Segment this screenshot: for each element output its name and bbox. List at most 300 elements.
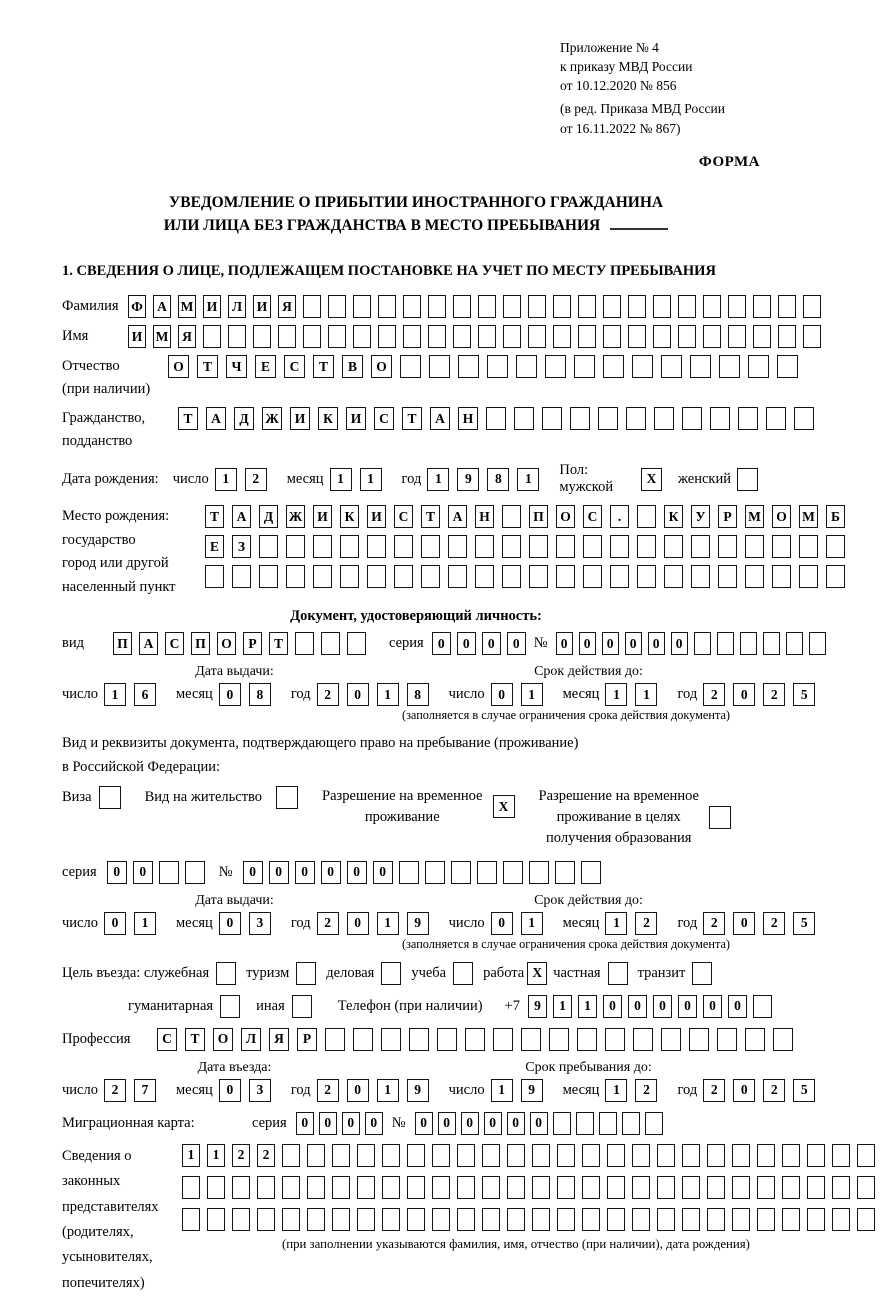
char-box: [502, 535, 521, 558]
char-box: [782, 1144, 800, 1167]
permit-issue-day: [104, 912, 164, 935]
char-box: [207, 1176, 225, 1199]
char-box: Т: [313, 355, 334, 378]
char-box: [719, 355, 740, 378]
char-box: [502, 565, 521, 588]
char-box: 0: [507, 632, 526, 655]
char-box: К: [318, 407, 338, 430]
char-box: [582, 1176, 600, 1199]
char-box: [382, 1208, 400, 1231]
char-box: [257, 1176, 275, 1199]
char-box: [728, 325, 746, 348]
char-box: М: [745, 505, 764, 528]
char-box: О: [371, 355, 392, 378]
char-box: [453, 325, 471, 348]
char-box: [682, 1176, 700, 1199]
char-box: [448, 565, 467, 588]
char-box: П: [191, 632, 210, 655]
char-box: [557, 1208, 575, 1231]
char-box: 1: [605, 683, 627, 706]
char-box: [542, 407, 562, 430]
char-box: Н: [475, 505, 494, 528]
entry-month: [219, 1079, 279, 1102]
residence-doc-types: [62, 786, 770, 849]
char-box: [286, 535, 305, 558]
char-box: [486, 407, 506, 430]
char-box: [487, 355, 508, 378]
char-box: [357, 1208, 375, 1231]
char-box: [583, 565, 602, 588]
char-box: 0: [703, 995, 722, 1018]
char-box: А: [153, 295, 171, 318]
residence-doc-intro: Вид и реквизиты документа, подтверждающего право на пребывание (проживание) в Российской Федерации:: [62, 735, 579, 776]
char-box: [772, 565, 791, 588]
char-box: [228, 325, 246, 348]
representatives-box-rows: [182, 1144, 882, 1252]
char-box: 0: [219, 683, 241, 706]
char-box: 1: [605, 912, 627, 935]
char-box: [598, 407, 618, 430]
char-box: 1: [517, 468, 539, 491]
char-box: 0: [295, 861, 315, 884]
char-box: Л: [241, 1028, 261, 1051]
permit-number-label: №: [218, 863, 233, 880]
char-box: [690, 355, 711, 378]
char-box: [740, 632, 757, 655]
char-box: X: [641, 468, 662, 491]
char-box: [321, 632, 340, 655]
char-box: [607, 1208, 625, 1231]
firstname-label: Имя: [62, 328, 89, 345]
char-box: [421, 535, 440, 558]
char-box: [682, 1208, 700, 1231]
char-box: 5: [793, 1079, 815, 1102]
char-box: [382, 1176, 400, 1199]
char-box: [451, 861, 471, 884]
char-box: [407, 1208, 425, 1231]
phone-label: Телефон (при наличии): [337, 997, 483, 1014]
char-box: О: [772, 505, 791, 528]
char-box: [637, 505, 656, 528]
char-box: 0: [625, 632, 642, 655]
field-migration-card: [62, 1112, 770, 1135]
char-box: Т: [185, 1028, 205, 1051]
char-box: [753, 995, 772, 1018]
title-underline: [610, 228, 668, 230]
char-box: [332, 1176, 350, 1199]
char-box: [503, 325, 521, 348]
char-box: [529, 535, 548, 558]
char-box: Д: [259, 505, 278, 528]
char-box: [803, 325, 821, 348]
char-box: [691, 535, 710, 558]
char-box: 1: [377, 1079, 399, 1102]
char-box: [718, 565, 737, 588]
char-box: 0: [107, 861, 127, 884]
char-box: 0: [653, 995, 672, 1018]
char-box: [738, 407, 758, 430]
char-box: 7: [134, 1079, 156, 1102]
field-purpose: [62, 962, 770, 985]
citizenship-label: Гражданство, подданство: [62, 410, 146, 449]
char-box: 1: [521, 912, 543, 935]
char-box: [457, 1144, 475, 1167]
char-box: 0: [728, 995, 747, 1018]
char-box: 2: [703, 912, 725, 935]
char-box: [353, 1028, 373, 1051]
char-box: [857, 1144, 875, 1167]
char-box: [282, 1176, 300, 1199]
char-box: [381, 962, 401, 985]
char-box: 0: [602, 632, 619, 655]
entry-year: [317, 1079, 437, 1102]
char-box: 0: [530, 1112, 548, 1135]
char-box: [578, 325, 596, 348]
header-line: от 16.11.2022 № 867): [560, 120, 681, 136]
char-box: [653, 295, 671, 318]
birthdate-month-boxes: [330, 468, 390, 491]
char-box: И: [128, 325, 146, 348]
purpose-study-checkbox: [453, 962, 473, 985]
char-box: [232, 565, 251, 588]
char-box: [340, 565, 359, 588]
doc-number-boxes: [556, 632, 832, 655]
char-box: [678, 325, 696, 348]
char-box: 2: [317, 1079, 339, 1102]
profession-label: Профессия: [62, 1030, 131, 1047]
purpose-private-checkbox: [608, 962, 628, 985]
citizenship-boxes: [178, 407, 822, 430]
char-box: [507, 1176, 525, 1199]
char-box: 0: [319, 1112, 337, 1135]
char-box: [507, 1144, 525, 1167]
char-box: 2: [703, 1079, 725, 1102]
char-box: 1: [360, 468, 382, 491]
char-box: [482, 1176, 500, 1199]
char-box: Ж: [286, 505, 305, 528]
char-box: [556, 565, 575, 588]
char-box: [532, 1208, 550, 1231]
entry-heading: Дата въезда:: [197, 1059, 272, 1075]
char-box: 0: [628, 995, 647, 1018]
char-box: [678, 295, 696, 318]
char-box: И: [203, 295, 221, 318]
char-box: 0: [438, 1112, 456, 1135]
char-box: [259, 565, 278, 588]
phone-prefix: +7: [504, 997, 520, 1014]
char-box: [437, 1028, 457, 1051]
char-box: Т: [421, 505, 440, 528]
char-box: 0: [296, 1112, 314, 1135]
char-box: 2: [635, 912, 657, 935]
char-box: .: [610, 505, 629, 528]
char-box: 0: [347, 861, 367, 884]
char-box: М: [153, 325, 171, 348]
purpose-official-checkbox: [216, 962, 236, 985]
char-box: Е: [255, 355, 276, 378]
char-box: 0: [579, 632, 596, 655]
char-box: 3: [249, 912, 271, 935]
header-line: к приказу МВД России: [560, 59, 693, 75]
birthdate-label: Дата рождения:: [62, 470, 159, 487]
char-box: [664, 535, 683, 558]
char-box: Д: [234, 407, 254, 430]
purpose-business-label: деловая: [326, 964, 375, 981]
char-box: [407, 1176, 425, 1199]
char-box: 0: [347, 912, 369, 935]
char-box: [583, 535, 602, 558]
char-box: [778, 295, 796, 318]
char-box: [403, 295, 421, 318]
char-box: [203, 325, 221, 348]
entry-day: [104, 1079, 164, 1102]
char-box: [753, 295, 771, 318]
char-box: А: [448, 505, 467, 528]
char-box: 2: [104, 1079, 126, 1102]
char-box: 5: [793, 912, 815, 935]
char-box: 9: [521, 1079, 543, 1102]
purpose-tourism-label: туризм: [246, 964, 290, 981]
char-box: [707, 1176, 725, 1199]
char-box: [637, 535, 656, 558]
char-box: [457, 1176, 475, 1199]
doc-issue-year: [317, 683, 437, 706]
char-box: 2: [317, 683, 339, 706]
char-box: 2: [763, 912, 785, 935]
char-box: [353, 325, 371, 348]
doc-valid-note-row: [62, 708, 770, 723]
char-box: 0: [507, 1112, 525, 1135]
char-box: [400, 355, 421, 378]
char-box: [555, 861, 575, 884]
char-box: 0: [482, 632, 501, 655]
doc-number-label: №: [533, 635, 548, 652]
char-box: 0: [219, 1079, 241, 1102]
permit-valid-note-row: [62, 937, 770, 952]
field-patronymic: [62, 355, 770, 400]
section1-heading: 1. СВЕДЕНИЯ О ЛИЦЕ, ПОДЛЕЖАЩЕМ ПОСТАНОВКЕ НА УЧЕТ ПО МЕСТУ ПРЕБЫВАНИЯ: [62, 263, 716, 280]
purpose-humanitarian-checkbox: [220, 995, 240, 1018]
char-box: [307, 1144, 325, 1167]
char-box: 0: [648, 632, 665, 655]
doc-dates-values: число 1 6 месяц 0 8 год 2 0 1 8 число 0 1 месяц 1 1 год 2 0 2 5: [62, 683, 770, 706]
char-box: 1: [521, 683, 543, 706]
char-box: [378, 295, 396, 318]
char-box: 0: [733, 683, 755, 706]
char-box: 5: [793, 683, 815, 706]
char-box: Е: [205, 535, 224, 558]
char-box: Б: [826, 505, 845, 528]
char-box: [757, 1208, 775, 1231]
document-header: [560, 38, 770, 138]
permit-dates-headings: [62, 893, 770, 909]
char-box: [207, 1208, 225, 1231]
phone-boxes: [528, 995, 778, 1018]
char-box: [493, 1028, 513, 1051]
field-purpose2-phone: [62, 995, 770, 1018]
title-line-1: УВЕДОМЛЕНИЕ О ПРИБЫТИИ ИНОСТРАННОГО ГРАЖДАНИНА: [168, 193, 664, 211]
char-box: С: [165, 632, 184, 655]
char-box: [425, 861, 445, 884]
char-box: 2: [763, 683, 785, 706]
char-box: [303, 325, 321, 348]
char-box: 0: [678, 995, 697, 1018]
stay-month: [605, 1079, 665, 1102]
char-box: [610, 535, 629, 558]
char-box: [632, 355, 653, 378]
char-box: 1: [134, 912, 156, 935]
char-box: [607, 1144, 625, 1167]
char-box: Т: [197, 355, 218, 378]
char-box: И: [313, 505, 332, 528]
purpose-study-label: учеба: [411, 964, 447, 981]
char-box: [429, 355, 450, 378]
char-box: [340, 535, 359, 558]
doc-valid-day: [491, 683, 551, 706]
char-box: [295, 632, 314, 655]
char-box: 0: [243, 861, 263, 884]
representatives-note: (при заполнении указываются фамилия, имя, отчество (при наличии), дата рождения): [282, 1236, 750, 1251]
field-representatives: [62, 1144, 770, 1296]
form-label: ФОРМА: [698, 153, 760, 170]
char-box: [353, 295, 371, 318]
char-box: И: [290, 407, 310, 430]
char-box: [757, 1176, 775, 1199]
char-box: [605, 1028, 625, 1051]
char-box: 0: [491, 683, 513, 706]
char-box: [99, 786, 121, 809]
char-box: И: [346, 407, 366, 430]
char-box: 0: [365, 1112, 383, 1135]
char-box: [782, 1208, 800, 1231]
char-box: 9: [407, 912, 429, 935]
char-box: X: [527, 962, 547, 985]
doc-type-label: вид: [62, 635, 84, 652]
char-box: Я: [278, 295, 296, 318]
char-box: [745, 565, 764, 588]
char-box: 1: [377, 912, 399, 935]
char-box: [807, 1176, 825, 1199]
char-box: [578, 295, 596, 318]
char-box: [421, 565, 440, 588]
char-box: 0: [373, 861, 393, 884]
char-box: [549, 1028, 569, 1051]
permit-valid-day: [491, 912, 551, 935]
char-box: [313, 535, 332, 558]
char-box: [259, 535, 278, 558]
char-box: 0: [321, 861, 341, 884]
sex-female-label: женский: [677, 470, 731, 487]
char-box: 0: [415, 1112, 433, 1135]
char-box: [357, 1144, 375, 1167]
char-box: [628, 295, 646, 318]
char-box: Т: [205, 505, 224, 528]
char-box: Т: [269, 632, 288, 655]
header-line: от 10.12.2020 № 856: [560, 78, 677, 94]
char-box: [328, 325, 346, 348]
char-box: [453, 962, 473, 985]
doc-issue-day: [104, 683, 164, 706]
char-box: [581, 861, 601, 884]
birthdate-year-label: год: [401, 470, 422, 487]
char-box: И: [253, 295, 271, 318]
patronymic-boxes: [168, 355, 806, 378]
char-box: [292, 995, 312, 1018]
char-box: С: [394, 505, 413, 528]
field-profession: [62, 1028, 770, 1051]
permit-valid-year: [703, 912, 823, 935]
char-box: А: [206, 407, 226, 430]
char-box: [637, 565, 656, 588]
char-box: [633, 1028, 653, 1051]
char-box: С: [374, 407, 394, 430]
char-box: В: [342, 355, 363, 378]
char-box: [545, 355, 566, 378]
char-box: [576, 1112, 594, 1135]
char-box: П: [529, 505, 548, 528]
char-box: [448, 535, 467, 558]
char-box: [378, 325, 396, 348]
char-box: [777, 355, 798, 378]
char-box: 0: [671, 632, 688, 655]
temp-permit-checkbox: [493, 795, 515, 818]
char-box: [332, 1208, 350, 1231]
surname-boxes: [128, 295, 828, 318]
char-box: [257, 1208, 275, 1231]
char-box: [528, 295, 546, 318]
char-box: [794, 407, 814, 430]
char-box: [626, 407, 646, 430]
char-box: 1: [491, 1079, 513, 1102]
char-box: 1: [578, 995, 597, 1018]
char-box: [325, 1028, 345, 1051]
char-box: [832, 1208, 850, 1231]
char-box: 0: [484, 1112, 502, 1135]
doc-series-label: серия: [389, 635, 424, 652]
char-box: 0: [342, 1112, 360, 1135]
char-box: Ч: [226, 355, 247, 378]
char-box: 3: [249, 1079, 271, 1102]
char-box: [608, 962, 628, 985]
char-box: [185, 861, 205, 884]
permit-issue-heading: Дата выдачи:: [195, 892, 274, 908]
char-box: [703, 295, 721, 318]
char-box: 2: [317, 912, 339, 935]
char-box: [773, 1028, 793, 1051]
field-citizenship: [62, 407, 770, 452]
char-box: М: [799, 505, 818, 528]
birthplace-row2: [205, 535, 853, 558]
char-box: [432, 1144, 450, 1167]
purpose-work-checkbox: [527, 962, 547, 985]
char-box: [661, 355, 682, 378]
char-box: [682, 407, 702, 430]
char-box: [757, 1144, 775, 1167]
char-box: [347, 632, 366, 655]
char-box: [661, 1028, 681, 1051]
purpose-private-label: частная: [553, 964, 601, 981]
profession-boxes: [157, 1028, 801, 1051]
header-line: (в ред. Приказа МВД России: [560, 101, 725, 117]
char-box: [599, 1112, 617, 1135]
char-box: [689, 1028, 709, 1051]
char-box: [465, 1028, 485, 1051]
char-box: 1: [377, 683, 399, 706]
migration-number-label: №: [391, 1114, 406, 1131]
char-box: 0: [733, 1079, 755, 1102]
char-box: [692, 962, 712, 985]
char-box: [303, 295, 321, 318]
